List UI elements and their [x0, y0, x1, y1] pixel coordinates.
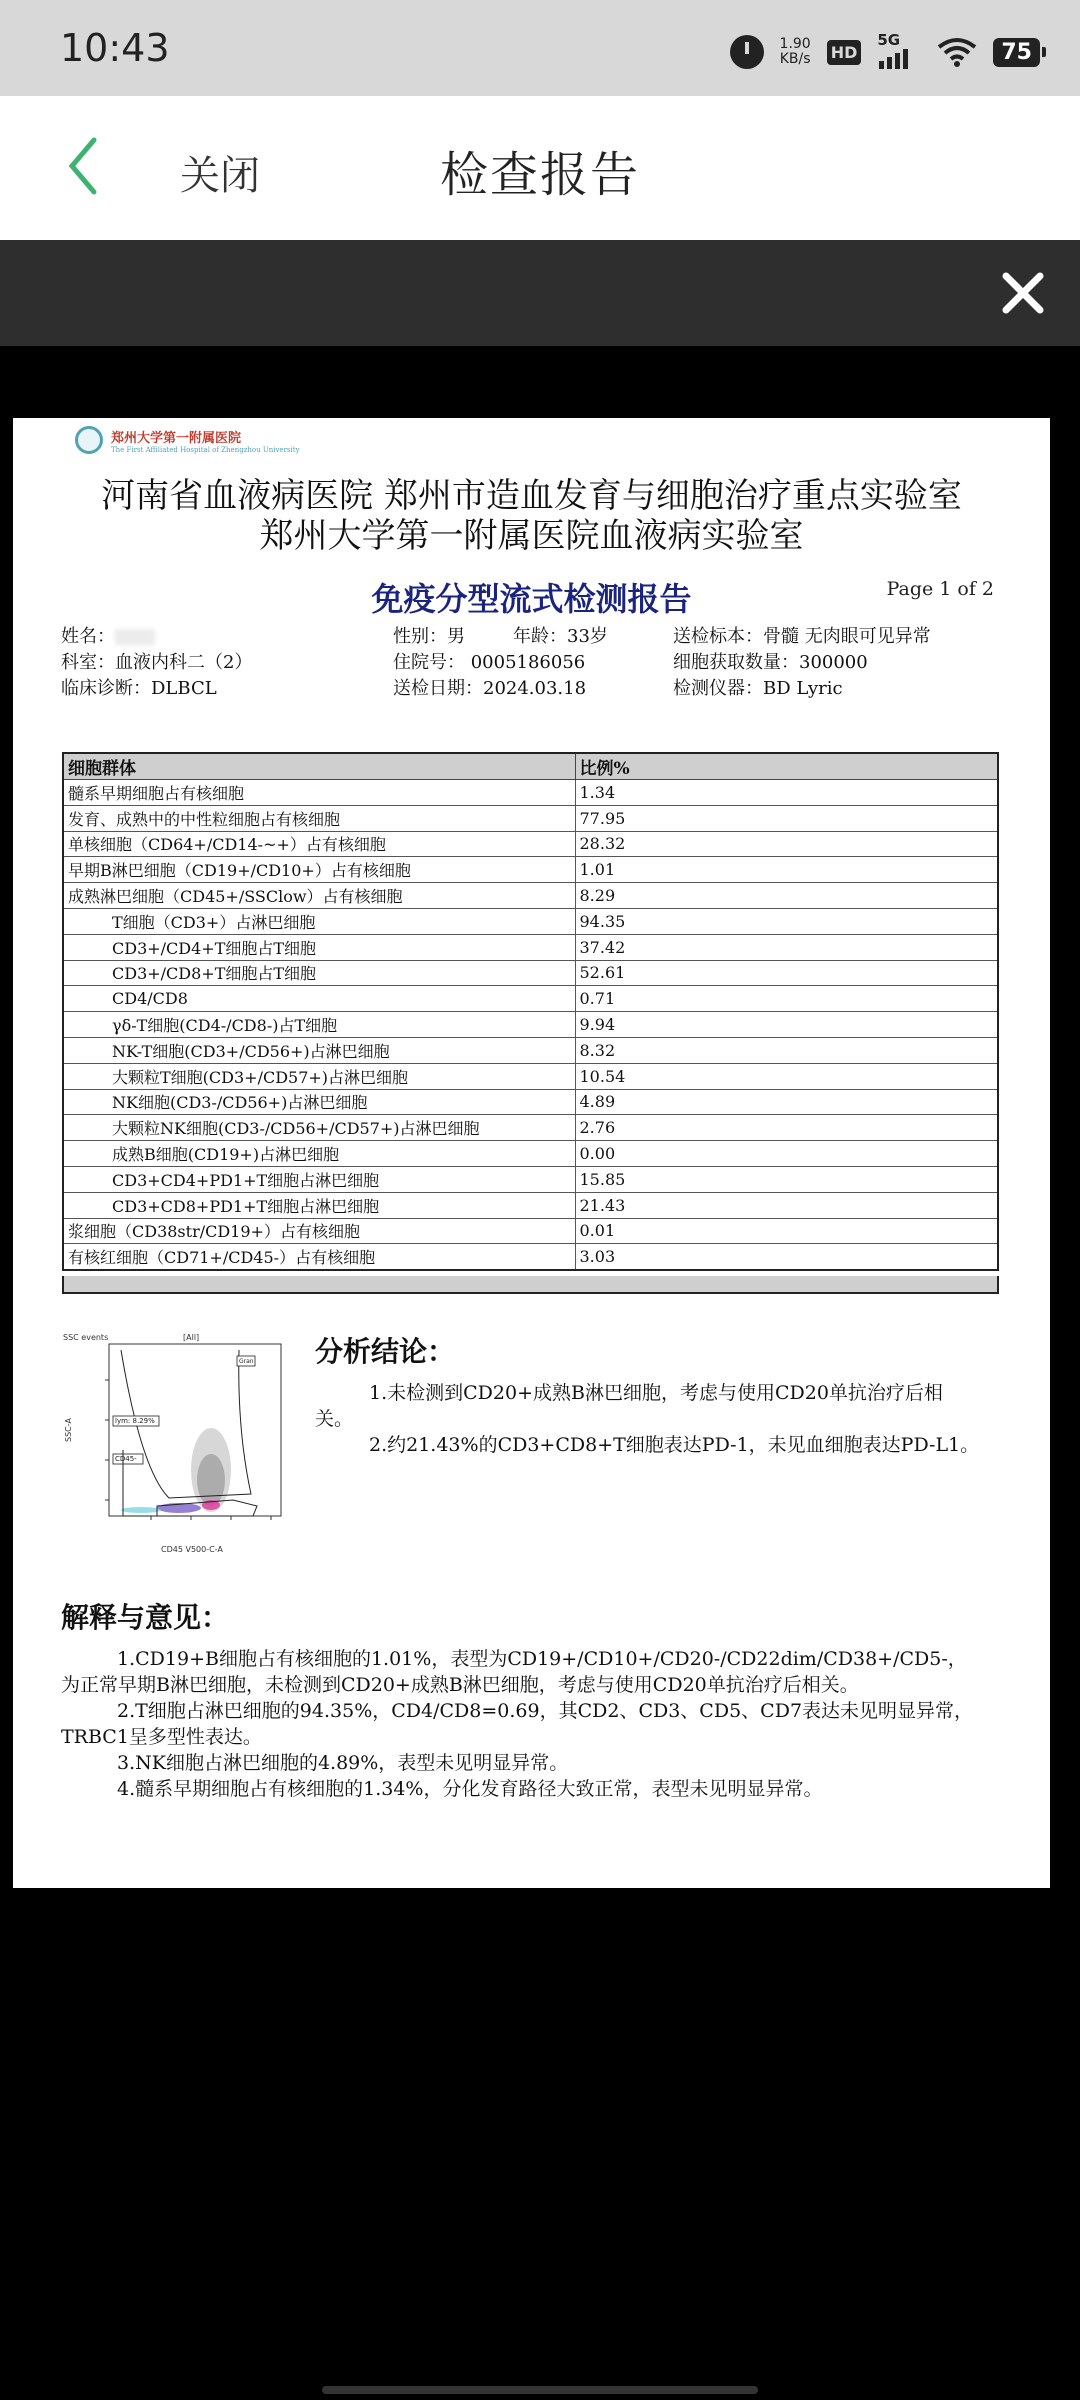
- logo-text-en: The First Affiliated Hospital of Zhengzhou University: [111, 445, 300, 454]
- table-cell-value: 21.43: [575, 1192, 998, 1218]
- table-footer-bar: [62, 1276, 999, 1294]
- analysis-line-1: 1.未检测到CD20+成熟B淋巴细胞，考虑与使用CD20单抗治疗后相: [369, 1382, 943, 1404]
- table-cell-value: 8.29: [575, 883, 998, 909]
- table-cell-name: 成熟B细胞(CD19+)占淋巴细胞: [63, 1141, 575, 1167]
- status-bar: [0, 0, 1080, 96]
- network-speed-value: 1.90: [779, 36, 811, 52]
- table-cell-name: 髓系早期细胞占有核细胞: [63, 780, 575, 806]
- app-header: [0, 96, 1080, 240]
- hospital-logo: [75, 426, 300, 454]
- plot-gate-all-label: [All]: [183, 1333, 200, 1342]
- explanation-title: 解释与意见：: [61, 1601, 230, 1634]
- table-cell-name: 有核红细胞（CD71+/CD45-）占有核细胞: [63, 1244, 575, 1270]
- instrument: 检测仪器：BD Lyric: [673, 678, 843, 699]
- explanation-line: TRBC1呈多型性表达。: [61, 1726, 262, 1748]
- plot-y-axis-label: SSC-A: [64, 1418, 73, 1442]
- table-cell-name: γδ-T细胞(CD4-/CD8-)占T细胞: [63, 1012, 575, 1038]
- blurred-name: [115, 629, 155, 645]
- table-cell-value: 0.71: [575, 986, 998, 1012]
- table-cell-value: 2.76: [575, 1115, 998, 1141]
- explanation-line: 3.NK细胞占淋巴细胞的4.89%，表型未见明显异常。: [117, 1752, 569, 1774]
- table-cell-name: 大颗粒NK细胞(CD3-/CD56+/CD57+)占淋巴细胞: [63, 1115, 575, 1141]
- table-cell-name: CD3+/CD8+T细胞占T细胞: [63, 960, 575, 986]
- alarm-icon: [730, 35, 764, 69]
- table-cell-value: 28.32: [575, 831, 998, 857]
- table-cell-value: 77.95: [575, 805, 998, 831]
- table-row: [63, 1166, 998, 1192]
- table-cell-value: 0.00: [575, 1141, 998, 1167]
- table-cell-name: 浆细胞（CD38str/CD19+）占有核细胞: [63, 1218, 575, 1244]
- table-row: [63, 1037, 998, 1063]
- network-speed-unit: KB/s: [779, 51, 811, 67]
- status-icons: [730, 32, 1040, 72]
- plot-gate-cd45: CD45-: [115, 1455, 137, 1463]
- table-row: [63, 831, 998, 857]
- patient-name: [61, 622, 155, 648]
- table-row: [63, 986, 998, 1012]
- table-cell-value: 15.85: [575, 1166, 998, 1192]
- table-cell-value: 10.54: [575, 1063, 998, 1089]
- institution-title-line2: 郑州大学第一附属医院血液病实验室: [259, 516, 804, 556]
- submission-date: 送检日期：2024.03.18: [393, 678, 587, 699]
- table-header-ratio: 比例%: [575, 753, 998, 780]
- table-row: [63, 1115, 998, 1141]
- table-row: [63, 1244, 998, 1270]
- specimen-info: 送检标本：骨髓 无肉眼可见异常: [673, 626, 931, 647]
- report-title: 免疫分型流式检测报告: [371, 580, 692, 618]
- patient-age: 年龄：33岁: [513, 626, 608, 647]
- clinical-diagnosis: 临床诊断：DLBCL: [61, 678, 217, 699]
- table-cell-name: 早期B淋巴细胞（CD19+/CD10+）占有核细胞: [63, 857, 575, 883]
- table-row: [63, 1192, 998, 1218]
- explanation-line: 1.CD19+B细胞占有核细胞的1.01%，表型为CD19+/CD10+/CD20-/CD22dim/CD38+/CD5-，: [117, 1648, 967, 1670]
- analysis-line-1-continued: 关。: [315, 1408, 354, 1430]
- table-cell-value: 9.94: [575, 1012, 998, 1038]
- table-cell-name: 单核细胞（CD64+/CD14-~+）占有核细胞: [63, 831, 575, 857]
- table-cell-name: NK细胞(CD3-/CD56+)占淋巴细胞: [63, 1089, 575, 1115]
- cell-count: 细胞获取数量：300000: [673, 652, 868, 673]
- close-button[interactable]: 关闭: [180, 153, 260, 199]
- page-number: Page 1 of 2: [886, 578, 994, 600]
- plot-gate-gran: Gran: [239, 1358, 254, 1365]
- table-cell-name: 大颗粒T细胞(CD3+/CD57+)占淋巴细胞: [63, 1063, 575, 1089]
- table-row: [63, 908, 998, 934]
- institution-title-line1: 河南省血液病医院 郑州市造血发育与细胞治疗重点实验室: [101, 476, 962, 516]
- table-cell-value: 8.32: [575, 1037, 998, 1063]
- report-document[interactable]: [13, 418, 1050, 1888]
- explanation-line: 为正常早期B淋巴细胞，未检测到CD20+成熟B淋巴细胞，考虑与使用CD20单抗治疗后相关。: [61, 1674, 859, 1696]
- plot-gate-lym: lym: 8.29%: [115, 1417, 155, 1425]
- hospital-seal-icon: [75, 426, 103, 454]
- plot-x-axis-label: CD45 V500-C-A: [161, 1545, 223, 1554]
- signal-label: 5G: [877, 31, 901, 49]
- signal-icon: [877, 31, 921, 69]
- table-row: [63, 1012, 998, 1038]
- home-indicator[interactable]: [322, 2386, 758, 2394]
- table-row: [63, 780, 998, 806]
- table-row: [63, 883, 998, 909]
- table-row: [63, 1141, 998, 1167]
- table-cell-value: 1.01: [575, 857, 998, 883]
- table-cell-value: 37.42: [575, 934, 998, 960]
- admission-number: 住院号： 0005186056: [393, 652, 586, 673]
- hd-icon: HD: [827, 40, 862, 65]
- explanation-line: 4.髓系早期细胞占有核细胞的1.34%，分化发育路径大致正常，表型未见明显异常。: [117, 1778, 823, 1800]
- table-cell-name: CD3+CD8+PD1+T细胞占淋巴细胞: [63, 1192, 575, 1218]
- table-cell-value: 0.01: [575, 1218, 998, 1244]
- table-row: [63, 934, 998, 960]
- table-cell-value: 4.89: [575, 1089, 998, 1115]
- page-title: 检查报告: [439, 147, 640, 203]
- table-header-population: 细胞群体: [63, 753, 575, 780]
- table-cell-value: 1.34: [575, 780, 998, 806]
- wifi-icon: [937, 37, 977, 67]
- table-cell-name: CD3+/CD4+T细胞占T细胞: [63, 934, 575, 960]
- cell-population-table: [62, 752, 999, 1271]
- table-row: [63, 1089, 998, 1115]
- analysis-line-2: 2.约21.43%的CD3+CD8+T细胞表达PD-1，未见血细胞表达PD-L1。: [369, 1434, 980, 1456]
- patient-name-label: 姓名：: [61, 626, 115, 647]
- plot-corner-label: SSC events: [63, 1333, 109, 1342]
- table-cell-value: 3.03: [575, 1244, 998, 1270]
- patient-gender: 性别：男: [393, 626, 465, 647]
- table-row: [63, 960, 998, 986]
- image-viewer-toolbar: [0, 240, 1080, 346]
- close-icon[interactable]: [1000, 270, 1046, 316]
- table-row: [63, 1063, 998, 1089]
- battery-icon: 75: [993, 38, 1040, 67]
- network-speed: [780, 37, 811, 67]
- table-cell-name: NK-T细胞(CD3+/CD56+)占淋巴细胞: [63, 1037, 575, 1063]
- logo-text-cn: 郑州大学第一附属医院: [111, 430, 242, 446]
- table-cell-name: 成熟淋巴细胞（CD45+/SSClow）占有核细胞: [63, 883, 575, 909]
- table-cell-value: 52.61: [575, 960, 998, 986]
- table-cell-value: 94.35: [575, 908, 998, 934]
- explanation-line: 2.T细胞占淋巴细胞的94.35%，CD4/CD8=0.69，其CD2、CD3、CD5、CD7表达未见明显异常，: [117, 1700, 974, 1722]
- table-row: [63, 857, 998, 883]
- table-cell-name: T细胞（CD3+）占淋巴细胞: [63, 908, 575, 934]
- status-time: 10:43: [60, 26, 170, 70]
- department: 科室：血液内科二（2）: [61, 652, 253, 673]
- flow-cytometry-plot: [61, 1330, 301, 1560]
- table-row: [63, 805, 998, 831]
- table-row: [63, 1218, 998, 1244]
- table-cell-name: CD4/CD8: [63, 986, 575, 1012]
- analysis-title: 分析结论：: [315, 1335, 456, 1368]
- table-header-row: [63, 753, 998, 780]
- table-cell-name: CD3+CD4+PD1+T细胞占淋巴细胞: [63, 1166, 575, 1192]
- table-cell-name: 发育、成熟中的中性粒细胞占有核细胞: [63, 805, 575, 831]
